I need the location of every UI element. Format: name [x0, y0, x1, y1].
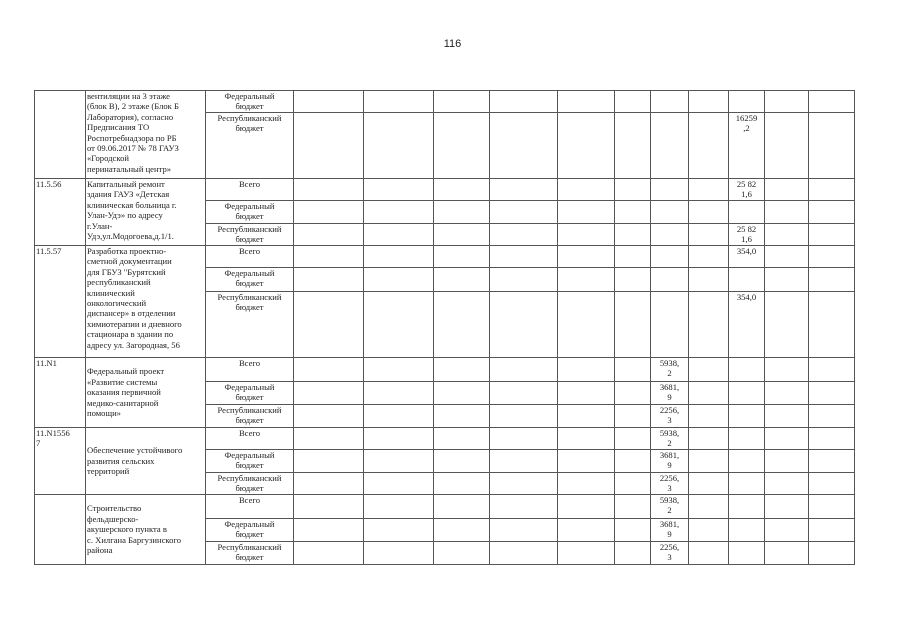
- empty-cell: [434, 268, 490, 292]
- empty-cell: [364, 428, 434, 450]
- empty-cell: [434, 542, 490, 565]
- empty-cell: [434, 292, 490, 358]
- table-row: [35, 495, 855, 519]
- empty-cell: [765, 113, 809, 179]
- empty-cell: [364, 246, 434, 268]
- empty-cell: [434, 495, 490, 519]
- item-code: 11.N1556 7: [35, 428, 86, 495]
- empty-cell: [765, 201, 809, 224]
- empty-cell: [765, 179, 809, 201]
- empty-cell: [809, 473, 855, 495]
- empty-cell: [294, 473, 364, 495]
- amount-cell: [729, 450, 765, 473]
- funding-source: Всего: [206, 495, 294, 519]
- empty-cell: [615, 201, 651, 224]
- empty-cell: [364, 495, 434, 519]
- funding-source: Всего: [206, 246, 294, 268]
- empty-cell: [809, 179, 855, 201]
- amount-cell: [729, 495, 765, 519]
- amount-cell: 25 82 1,6: [729, 179, 765, 201]
- empty-cell: [434, 224, 490, 246]
- funding-source: Республиканский бюджет: [206, 113, 294, 179]
- page-number: 116: [443, 38, 462, 50]
- amount-cell: 3681, 9: [651, 519, 689, 542]
- empty-cell: [689, 246, 729, 268]
- amount-cell: 5938, 2: [651, 495, 689, 519]
- empty-cell: [765, 542, 809, 565]
- empty-cell: [765, 450, 809, 473]
- empty-cell: [490, 358, 558, 382]
- empty-cell: [558, 450, 615, 473]
- empty-cell: [615, 224, 651, 246]
- empty-cell: [434, 179, 490, 201]
- empty-cell: [809, 358, 855, 382]
- empty-cell: [294, 519, 364, 542]
- empty-cell: [294, 201, 364, 224]
- empty-cell: [765, 91, 809, 113]
- item-code: 11.5.56: [35, 179, 86, 246]
- empty-cell: [294, 428, 364, 450]
- empty-cell: [294, 268, 364, 292]
- empty-cell: [689, 91, 729, 113]
- amount-cell: 2256, 3: [651, 473, 689, 495]
- empty-cell: [558, 428, 615, 450]
- funding-source: Всего: [206, 179, 294, 201]
- table-row: [35, 91, 855, 113]
- empty-cell: [809, 382, 855, 405]
- empty-cell: [294, 542, 364, 565]
- amount-cell: [729, 268, 765, 292]
- amount-cell: 5938, 2: [651, 358, 689, 382]
- funding-source: Республиканский бюджет: [206, 224, 294, 246]
- empty-cell: [364, 405, 434, 428]
- empty-cell: [689, 179, 729, 201]
- empty-cell: [689, 542, 729, 565]
- empty-cell: [809, 495, 855, 519]
- empty-cell: [765, 224, 809, 246]
- amount-cell: 5938, 2: [651, 428, 689, 450]
- item-name: Разработка проектно- сметной документации для ГБУЗ "Бурятский республиканский клинический онкологический диспансер» в отделении химиотерапии и дневного стационара в здании по адресу ул. Загородная, 56: [86, 246, 206, 358]
- empty-cell: [434, 450, 490, 473]
- empty-cell: [615, 542, 651, 565]
- empty-cell: [490, 292, 558, 358]
- empty-cell: [809, 201, 855, 224]
- amount-cell: 2256, 3: [651, 542, 689, 565]
- empty-cell: [364, 542, 434, 565]
- empty-cell: [765, 268, 809, 292]
- amount-cell: [729, 201, 765, 224]
- empty-cell: [490, 382, 558, 405]
- amount-cell: [729, 358, 765, 382]
- empty-cell: [294, 91, 364, 113]
- funding-source: Федеральный бюджет: [206, 519, 294, 542]
- empty-cell: [294, 358, 364, 382]
- empty-cell: [490, 473, 558, 495]
- empty-cell: [809, 292, 855, 358]
- empty-cell: [689, 292, 729, 358]
- item-code: 11.N1: [35, 358, 86, 428]
- empty-cell: [558, 113, 615, 179]
- empty-cell: [490, 519, 558, 542]
- amount-cell: [651, 179, 689, 201]
- empty-cell: [615, 268, 651, 292]
- empty-cell: [689, 201, 729, 224]
- empty-cell: [490, 405, 558, 428]
- empty-cell: [558, 179, 615, 201]
- empty-cell: [558, 246, 615, 268]
- empty-cell: [490, 542, 558, 565]
- empty-cell: [809, 268, 855, 292]
- table-row: [35, 428, 855, 450]
- table-row: [35, 179, 855, 201]
- funding-source: Федеральный бюджет: [206, 382, 294, 405]
- item-code: [35, 495, 86, 565]
- amount-cell: [729, 405, 765, 428]
- empty-cell: [364, 382, 434, 405]
- empty-cell: [364, 473, 434, 495]
- empty-cell: [809, 542, 855, 565]
- budget-table: [34, 90, 855, 565]
- empty-cell: [765, 358, 809, 382]
- funding-source: Всего: [206, 358, 294, 382]
- empty-cell: [689, 495, 729, 519]
- empty-cell: [809, 450, 855, 473]
- empty-cell: [809, 91, 855, 113]
- empty-cell: [558, 224, 615, 246]
- empty-cell: [364, 113, 434, 179]
- table-row: [35, 246, 855, 268]
- empty-cell: [558, 519, 615, 542]
- empty-cell: [434, 201, 490, 224]
- empty-cell: [434, 519, 490, 542]
- funding-source: Всего: [206, 428, 294, 450]
- empty-cell: [294, 495, 364, 519]
- empty-cell: [364, 292, 434, 358]
- amount-cell: 25 82 1,6: [729, 224, 765, 246]
- empty-cell: [558, 473, 615, 495]
- empty-cell: [809, 428, 855, 450]
- amount-cell: 3681, 9: [651, 382, 689, 405]
- empty-cell: [490, 268, 558, 292]
- empty-cell: [434, 113, 490, 179]
- empty-cell: [558, 292, 615, 358]
- empty-cell: [558, 495, 615, 519]
- empty-cell: [294, 246, 364, 268]
- amount-cell: 3681, 9: [651, 450, 689, 473]
- empty-cell: [615, 428, 651, 450]
- empty-cell: [809, 246, 855, 268]
- empty-cell: [558, 268, 615, 292]
- empty-cell: [364, 450, 434, 473]
- empty-cell: [615, 495, 651, 519]
- empty-cell: [294, 292, 364, 358]
- empty-cell: [765, 246, 809, 268]
- empty-cell: [558, 542, 615, 565]
- empty-cell: [689, 519, 729, 542]
- item-name: вентиляции на 3 этаже (блок В), 2 этаже (Блок Б Лаборатория), согласно Предписания ТО Роспотребнадзора по РБ от 09.06.2017 № 78 ГАУЗ «Городской перинатальный центр»: [86, 91, 206, 179]
- amount-cell: [651, 292, 689, 358]
- amount-cell: 354,0: [729, 292, 765, 358]
- empty-cell: [558, 405, 615, 428]
- item-name: Строительство фельдшерско- акушерского пункта в с. Хилгана Баргузинского района: [86, 495, 206, 565]
- amount-cell: [651, 224, 689, 246]
- empty-cell: [364, 179, 434, 201]
- empty-cell: [689, 473, 729, 495]
- empty-cell: [558, 201, 615, 224]
- item-name: Обеспечение устойчивого развития сельских территорий: [86, 428, 206, 495]
- empty-cell: [615, 358, 651, 382]
- empty-cell: [434, 428, 490, 450]
- empty-cell: [689, 405, 729, 428]
- item-code: [35, 91, 86, 179]
- amount-cell: [729, 428, 765, 450]
- amount-cell: 2256, 3: [651, 405, 689, 428]
- empty-cell: [689, 358, 729, 382]
- empty-cell: [434, 405, 490, 428]
- empty-cell: [294, 405, 364, 428]
- empty-cell: [809, 224, 855, 246]
- empty-cell: [689, 113, 729, 179]
- empty-cell: [434, 91, 490, 113]
- funding-source: Федеральный бюджет: [206, 91, 294, 113]
- empty-cell: [490, 428, 558, 450]
- empty-cell: [765, 428, 809, 450]
- amount-cell: 16259 ,2: [729, 113, 765, 179]
- empty-cell: [615, 519, 651, 542]
- empty-cell: [615, 292, 651, 358]
- empty-cell: [615, 382, 651, 405]
- table-row: [35, 358, 855, 382]
- empty-cell: [615, 91, 651, 113]
- empty-cell: [490, 495, 558, 519]
- empty-cell: [615, 450, 651, 473]
- empty-cell: [294, 113, 364, 179]
- amount-cell: [651, 201, 689, 224]
- funding-source: Федеральный бюджет: [206, 450, 294, 473]
- empty-cell: [364, 91, 434, 113]
- empty-cell: [689, 450, 729, 473]
- funding-source: Федеральный бюджет: [206, 268, 294, 292]
- empty-cell: [765, 519, 809, 542]
- funding-source: Республиканский бюджет: [206, 473, 294, 495]
- amount-cell: [729, 473, 765, 495]
- empty-cell: [558, 358, 615, 382]
- amount-cell: [729, 519, 765, 542]
- item-code: 11.5.57: [35, 246, 86, 358]
- empty-cell: [689, 268, 729, 292]
- empty-cell: [558, 91, 615, 113]
- empty-cell: [689, 382, 729, 405]
- empty-cell: [765, 495, 809, 519]
- empty-cell: [809, 519, 855, 542]
- amount-cell: 354,0: [729, 246, 765, 268]
- empty-cell: [364, 224, 434, 246]
- empty-cell: [434, 358, 490, 382]
- empty-cell: [294, 179, 364, 201]
- empty-cell: [765, 473, 809, 495]
- empty-cell: [490, 450, 558, 473]
- empty-cell: [765, 292, 809, 358]
- item-name: Федеральный проект «Развитие системы оказания первичной медико-санитарной помощи»: [86, 358, 206, 428]
- empty-cell: [615, 179, 651, 201]
- empty-cell: [615, 113, 651, 179]
- item-name: Капитальный ремонт здания ГАУЗ «Детская клиническая больница г. Улан-Удэ» по адресу г.Улан- Удэ,ул.Модогоева,д.1/1.: [86, 179, 206, 246]
- empty-cell: [558, 382, 615, 405]
- empty-cell: [615, 246, 651, 268]
- empty-cell: [364, 268, 434, 292]
- amount-cell: [729, 382, 765, 405]
- empty-cell: [490, 179, 558, 201]
- empty-cell: [765, 405, 809, 428]
- empty-cell: [490, 201, 558, 224]
- empty-cell: [765, 382, 809, 405]
- amount-cell: [651, 268, 689, 292]
- funding-source: Республиканский бюджет: [206, 405, 294, 428]
- empty-cell: [615, 473, 651, 495]
- empty-cell: [294, 224, 364, 246]
- empty-cell: [364, 358, 434, 382]
- empty-cell: [490, 224, 558, 246]
- funding-source: Республиканский бюджет: [206, 292, 294, 358]
- empty-cell: [294, 450, 364, 473]
- empty-cell: [689, 428, 729, 450]
- empty-cell: [615, 405, 651, 428]
- funding-source: Республиканский бюджет: [206, 542, 294, 565]
- empty-cell: [809, 405, 855, 428]
- empty-cell: [490, 91, 558, 113]
- amount-cell: [729, 542, 765, 565]
- funding-source: Федеральный бюджет: [206, 201, 294, 224]
- empty-cell: [490, 246, 558, 268]
- amount-cell: [651, 246, 689, 268]
- empty-cell: [809, 113, 855, 179]
- amount-cell: [651, 113, 689, 179]
- empty-cell: [364, 519, 434, 542]
- empty-cell: [364, 201, 434, 224]
- amount-cell: [651, 91, 689, 113]
- empty-cell: [434, 246, 490, 268]
- empty-cell: [434, 473, 490, 495]
- empty-cell: [434, 382, 490, 405]
- amount-cell: [729, 91, 765, 113]
- empty-cell: [294, 382, 364, 405]
- empty-cell: [490, 113, 558, 179]
- empty-cell: [689, 224, 729, 246]
